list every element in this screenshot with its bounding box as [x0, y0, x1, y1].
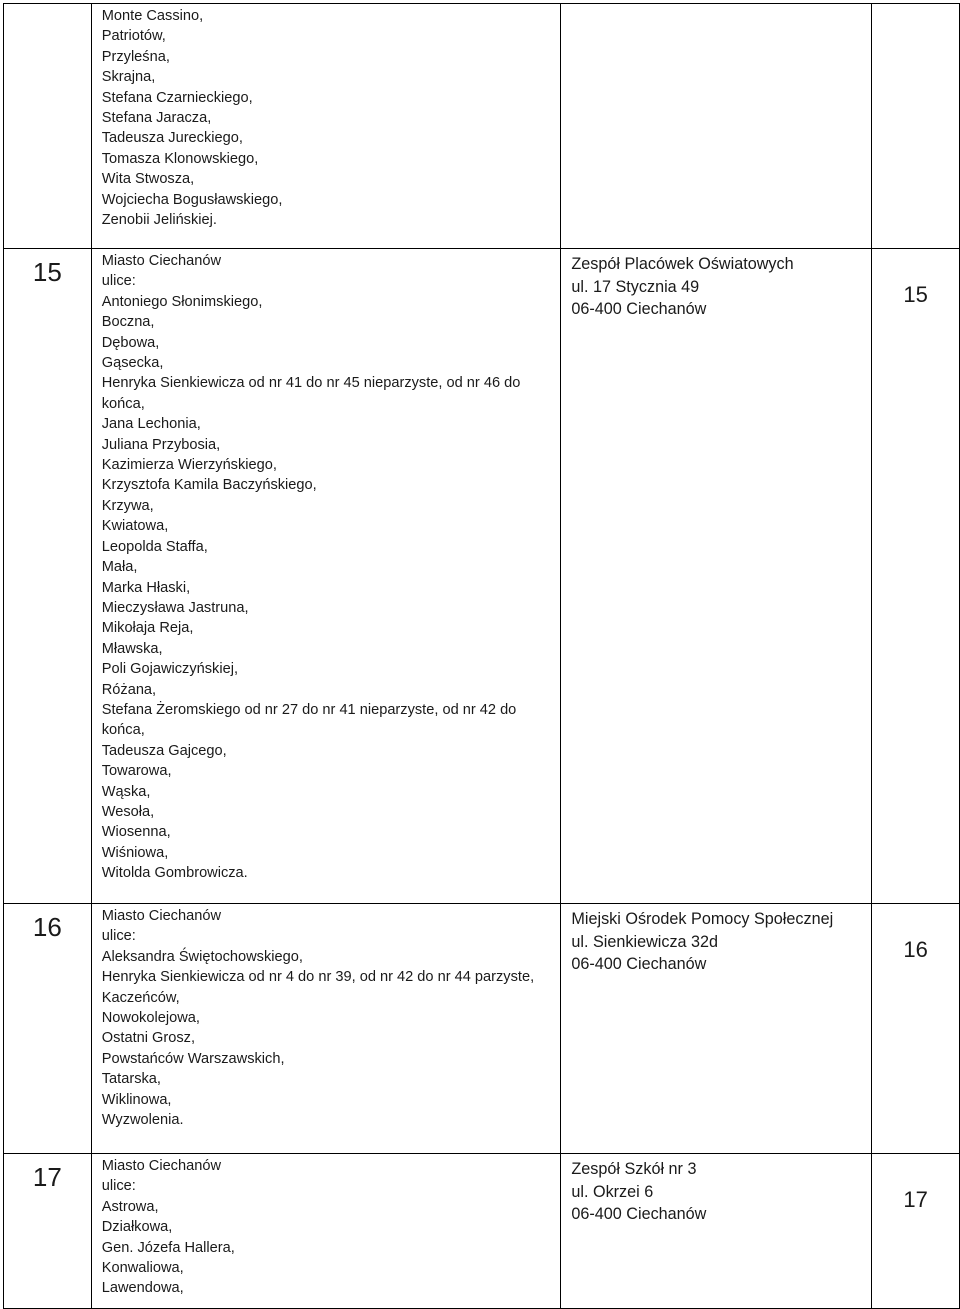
- street-item: Stefana Czarnieckiego,: [101, 89, 253, 106]
- district-number: 17: [32, 1162, 62, 1192]
- street-item: Stefana Żeromskiego od nr 27 do nr 41 nieparzyste, od nr 42 do końca,: [101, 701, 517, 739]
- district-number: 16: [32, 912, 62, 942]
- polling-station-cell: [561, 249, 872, 904]
- street-item: Wiklinowa,: [101, 1091, 172, 1108]
- office-street: ul. 17 Stycznia 49: [571, 277, 700, 296]
- street-item: Boczna,: [101, 314, 155, 331]
- district-streets-cell: [91, 4, 561, 249]
- street-item: Konwaliowa,: [101, 1260, 184, 1277]
- street-item: Przyleśna,: [101, 48, 170, 65]
- street-item: Zenobii Jelińskiej.: [101, 212, 217, 229]
- street-item: Antoniego Słonimskiego,: [101, 293, 263, 310]
- district-streets-cell: [91, 904, 561, 1154]
- streets-label: ulice:: [101, 273, 136, 290]
- streets-label: ulice:: [101, 928, 136, 945]
- street-item: Wyzwolenia.: [101, 1112, 184, 1129]
- street-item: Leopolda Staffa,: [101, 538, 208, 555]
- street-item: Dębowa,: [101, 334, 160, 351]
- office-city: 06-400 Ciechanów: [571, 300, 707, 318]
- district-number-right-cell: [872, 904, 960, 1154]
- street-item: Mała,: [101, 559, 138, 576]
- street-item: Różana,: [101, 681, 157, 698]
- district-number-cell: [4, 904, 92, 1154]
- street-item: Wesoła,: [101, 803, 155, 820]
- street-item: Tadeusza Jureckiego,: [101, 130, 243, 147]
- district-number-right-cell: [872, 4, 960, 249]
- district-number-right-cell: [872, 1154, 960, 1309]
- street-item: Astrowa,: [101, 1198, 159, 1215]
- district-number-right: 17: [903, 1187, 928, 1212]
- district-number-cell: [4, 249, 92, 904]
- street-item: Mieczysława Jastruna,: [101, 599, 249, 616]
- street-item: Monte Cassino,: [101, 8, 204, 24]
- table-row: [4, 904, 960, 1154]
- street-item: Towarowa,: [101, 763, 172, 780]
- street-item: Juliana Przybosia,: [101, 436, 221, 453]
- office-city: 06-400 Ciechanów: [571, 1205, 707, 1223]
- district-number-right: 15: [903, 282, 928, 307]
- street-item: Gąsecka,: [101, 355, 164, 372]
- street-item: Działkowa,: [101, 1219, 173, 1236]
- table-row: [4, 249, 960, 904]
- street-item: Mikołaja Reja,: [101, 620, 194, 637]
- office-name: Zespół Placówek Oświatowych: [571, 255, 794, 273]
- district-number: [4, 4, 91, 12]
- street-item: Kazimierza Wierzyńskiego,: [101, 457, 277, 474]
- street-item: Poli Gojawiczyńskiej,: [101, 661, 239, 678]
- street-item: Tatarska,: [101, 1071, 161, 1088]
- office-street: ul. Okrzei 6: [571, 1182, 654, 1201]
- city-label: Miasto Ciechanów: [101, 908, 221, 924]
- district-number-right-cell: [872, 249, 960, 904]
- street-item: Mławska,: [101, 640, 163, 657]
- street-item: Kaczeńców,: [101, 989, 180, 1006]
- street-item: Henryka Sienkiewicza od nr 41 do nr 45 nieparzyste, od nr 46 do końca,: [101, 375, 521, 412]
- table-row: [4, 1154, 960, 1309]
- street-item: Witolda Gombrowicza.: [101, 865, 248, 882]
- street-item: Skrajna,: [101, 69, 156, 86]
- street-item: Jana Lechonia,: [101, 416, 201, 433]
- street-item: Krzysztofa Kamila Baczyńskiego,: [101, 477, 317, 494]
- polling-station-cell: [561, 904, 872, 1154]
- office-name: Zespół Szkół nr 3: [571, 1160, 697, 1178]
- city-label: Miasto Ciechanów: [101, 253, 221, 269]
- district-streets-cell: [91, 1154, 561, 1309]
- street-item: Lawendowa,: [101, 1280, 184, 1297]
- office-street: ul. Sienkiewicza 32d: [571, 932, 719, 951]
- office-name: Miejski Ośrodek Pomocy Społecznej: [571, 910, 834, 928]
- district-number: 15: [32, 257, 62, 287]
- office-city: 06-400 Ciechanów: [571, 955, 707, 973]
- street-item: Kwiatowa,: [101, 518, 169, 535]
- street-item: Tadeusza Gajcego,: [101, 742, 227, 759]
- street-item: Patriotów,: [101, 28, 166, 45]
- district-streets-cell: [91, 249, 561, 904]
- street-item: Krzywa,: [101, 497, 154, 514]
- street-item: Tomasza Klonowskiego,: [101, 150, 259, 167]
- street-item: Stefana Jaracza,: [101, 110, 212, 127]
- district-number-cell: [4, 1154, 92, 1309]
- city-label: Miasto Ciechanów: [101, 1158, 221, 1174]
- street-item: Wojciecha Bogusławskiego,: [101, 191, 283, 208]
- street-item: Aleksandra Świętochowskiego,: [101, 948, 303, 965]
- street-item: Gen. Józefa Hallera,: [101, 1239, 235, 1256]
- district-number-cell: [4, 4, 92, 249]
- table-body: [4, 4, 960, 1309]
- street-item: Wąska,: [101, 783, 151, 800]
- street-item: Wita Stwosza,: [101, 171, 195, 188]
- electoral-districts-table: [3, 3, 960, 1309]
- street-item: Wiśniowa,: [101, 844, 169, 861]
- polling-station-cell: [561, 4, 872, 249]
- streets-label: ulice:: [101, 1178, 136, 1195]
- polling-station-cell: [561, 1154, 872, 1309]
- street-item: Powstańców Warszawskich,: [101, 1050, 285, 1067]
- street-item: Marka Hłaski,: [101, 579, 191, 596]
- street-item: Wiosenna,: [101, 824, 171, 841]
- district-number-right: 16: [903, 937, 928, 962]
- table-row: [4, 4, 960, 249]
- district-number-right: [872, 4, 959, 37]
- street-item: Henryka Sienkiewicza od nr 4 do nr 39, od nr 42 do nr 44 parzyste,: [101, 969, 535, 986]
- street-item: Nowokolejowa,: [101, 1010, 200, 1027]
- street-item: Ostatni Grosz,: [101, 1030, 196, 1047]
